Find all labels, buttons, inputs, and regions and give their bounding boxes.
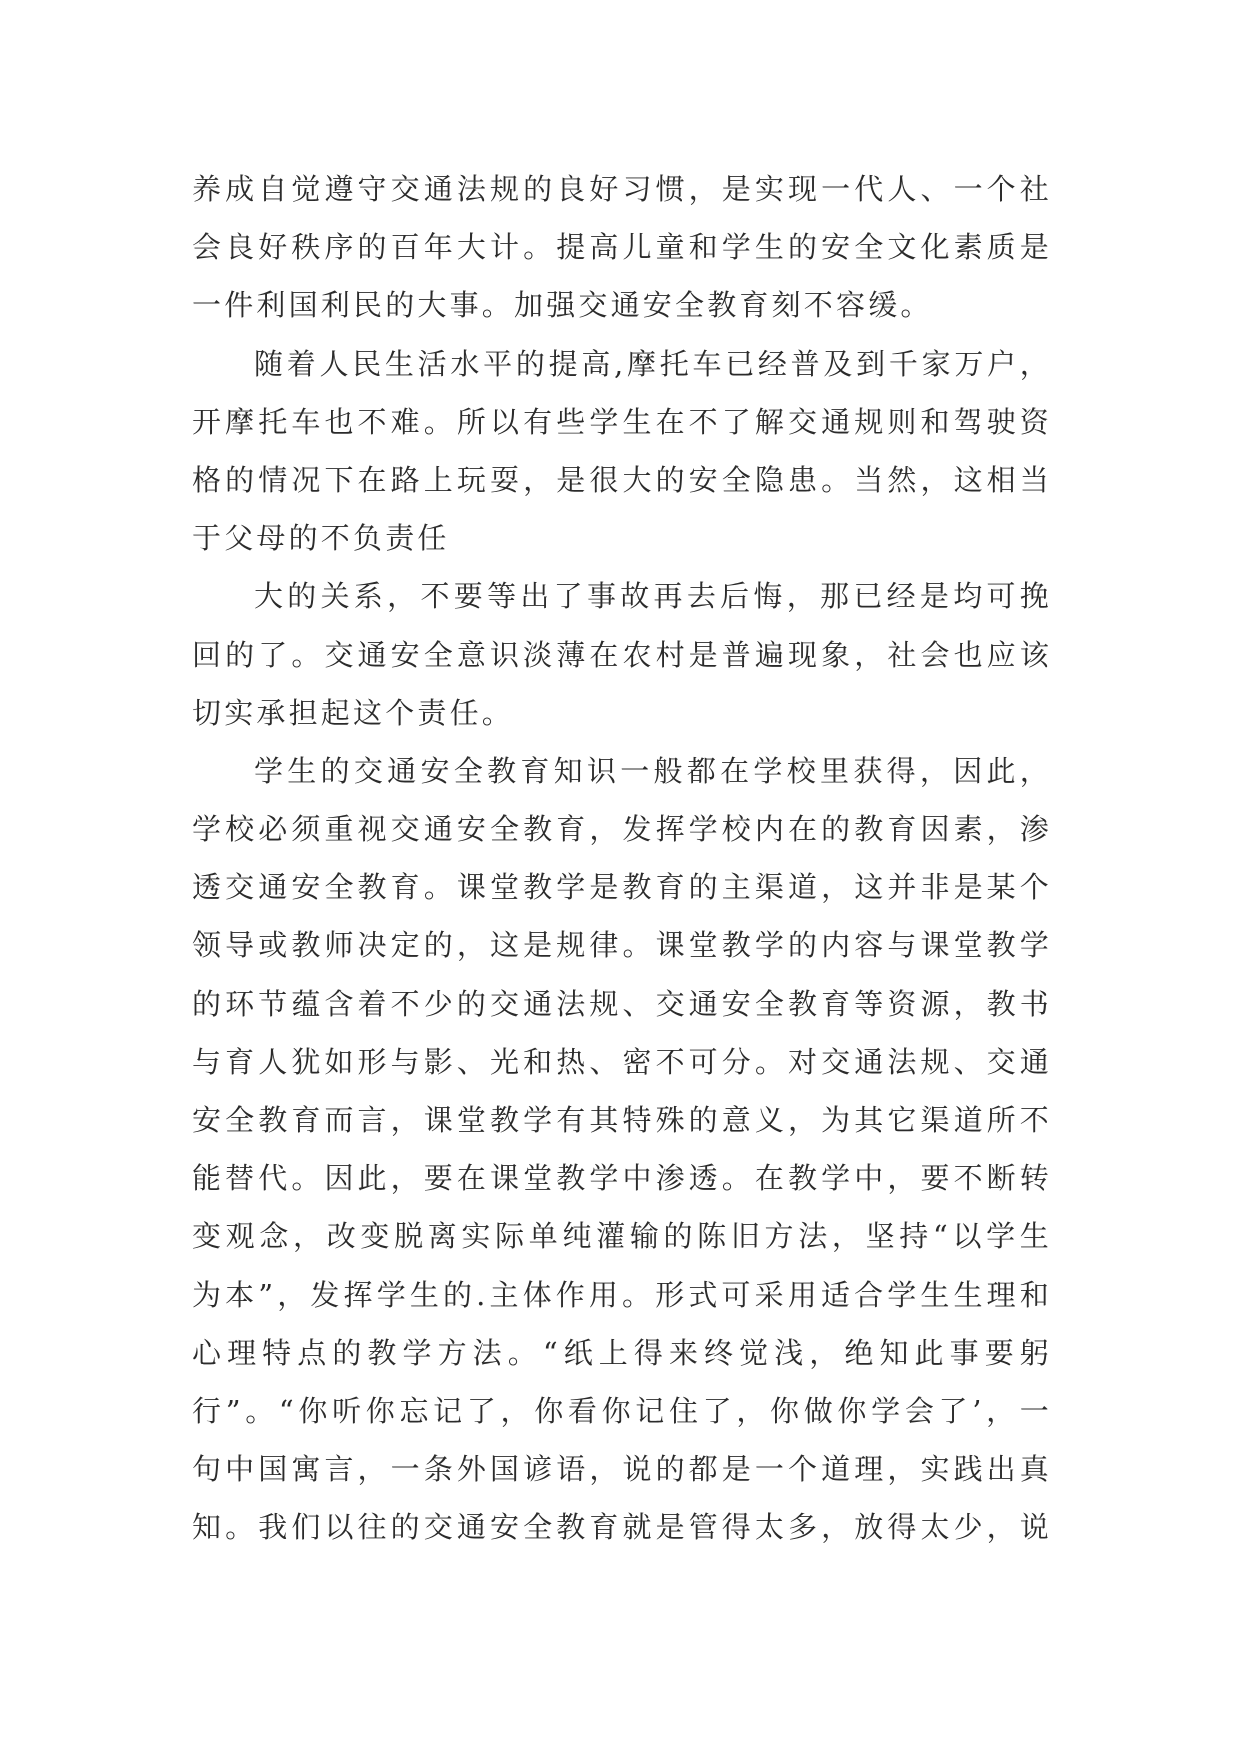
text-line: 一件利国利民的大事。加强交通安全教育刻不容缓。 <box>192 288 933 323</box>
text-line: 学生的交通安全教育知识一般都在学校里获得，因此， <box>254 753 1052 788</box>
text-line: 于父母的不负责任 <box>192 521 450 556</box>
text-line: 安全教育而言，课堂教学有其特殊的意义，为其它渠道所不 <box>192 1103 1052 1137</box>
text-line: 格的情况下在路上玩耍，是很大的安全隐患。当然，这相当 <box>192 462 1052 497</box>
text-line: 知。我们以往的交通安全教育就是管得太多，放得太少，说 <box>192 1510 1052 1545</box>
document-body <box>192 160 1052 1557</box>
text-line: 学校必须重视交通安全教育，发挥学校内在的教育因素，渗 <box>192 812 1052 847</box>
text-line: 能替代。因此，要在课堂教学中渗透。在教学中，要不断转 <box>192 1161 1052 1196</box>
text-line: 为本”，发挥学生的.主体作用。形式可采用适合学生生理和 <box>192 1277 1052 1312</box>
text-line: 变观念，改变脱离实际单纯灌输的陈旧方法，坚持“以学生 <box>192 1219 1052 1254</box>
text-line: 心理特点的教学方法。“纸上得来终觉浅，绝知此事要躬 <box>192 1335 1052 1370</box>
paragraph <box>192 567 1052 742</box>
text-line: 切实承担起这个责任。 <box>192 695 515 730</box>
text-line: 大的关系，不要等出了事故再去后悔，那已经是均可挽 <box>254 579 1052 614</box>
paragraph <box>192 742 1052 1557</box>
text-line: 与育人犹如形与影、光和热、密不可分。对交通法规、交通 <box>192 1044 1052 1079</box>
text-line: 的环节蕴含着不少的交通法规、交通安全教育等资源，教书 <box>192 986 1052 1021</box>
text-line: 养成自觉遵守交通法规的良好习惯，是实现一代人、一个社 <box>192 172 1052 206</box>
paragraph <box>192 160 1052 335</box>
text-line: 领导或教师决定的，这是规律。课堂教学的内容与课堂教学 <box>192 928 1052 963</box>
text-line: 会良好秩序的百年大计。提高儿童和学生的安全文化素质是 <box>192 230 1052 265</box>
text-line: 行”。“你听你忘记了，你看你记住了，你做你学会了’，一 <box>192 1393 1052 1428</box>
text-line: 随着人民生活水平的提高,摩托车已经普及到千家万户， <box>254 346 1052 381</box>
text-line: 透交通安全教育。课堂教学是教育的主渠道，这并非是某个 <box>192 870 1052 905</box>
text-line: 句中国寓言，一条外国谚语，说的都是一个道理，实践出真 <box>192 1452 1052 1487</box>
paragraph <box>192 335 1052 568</box>
text-line: 开摩托车也不难。所以有些学生在不了解交通规则和驾驶资 <box>192 404 1052 439</box>
text-line: 回的了。交通安全意识淡薄在农村是普遍现象，社会也应该 <box>192 637 1052 672</box>
